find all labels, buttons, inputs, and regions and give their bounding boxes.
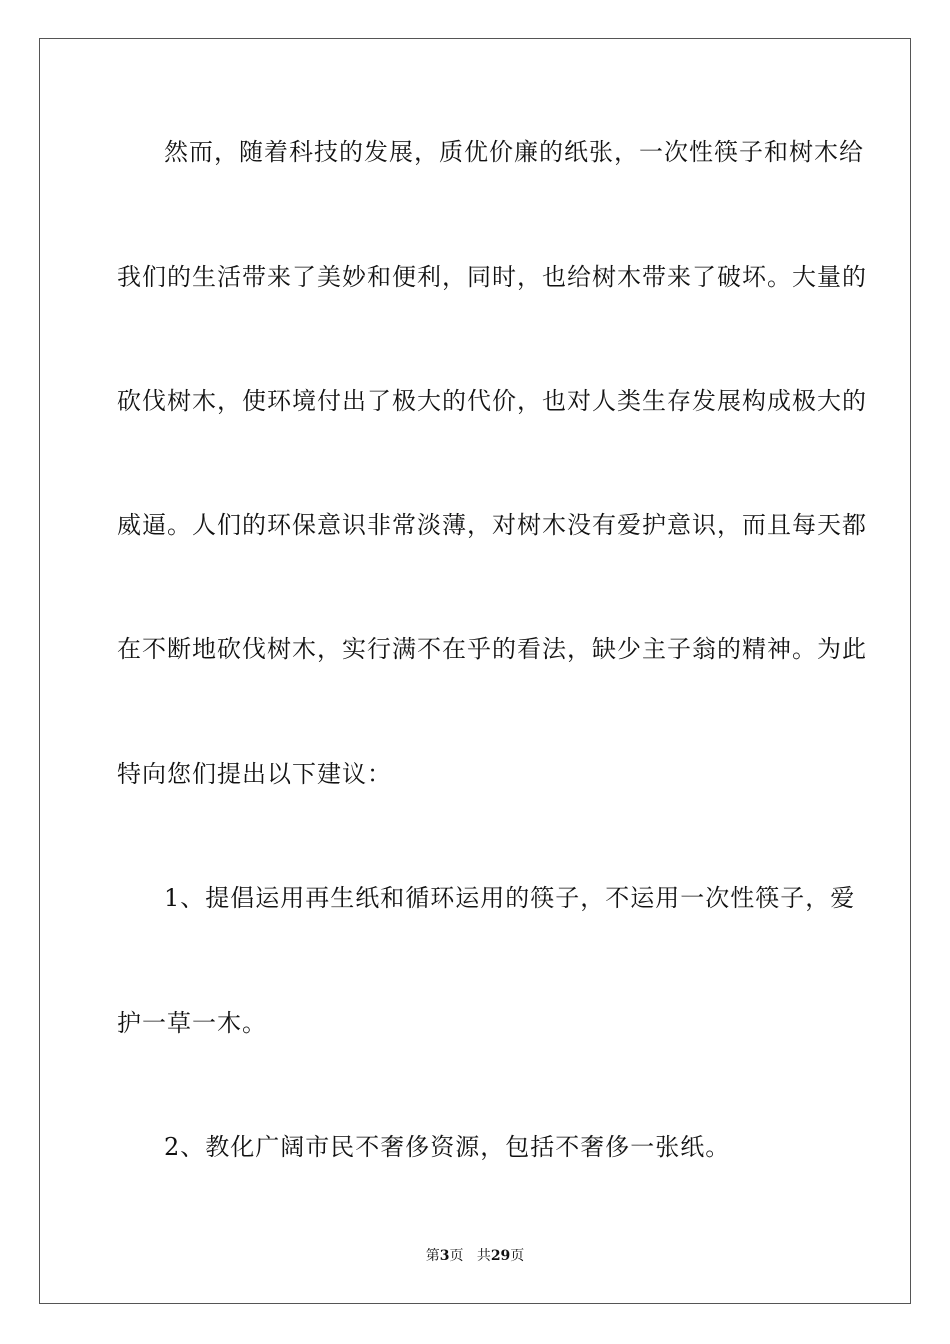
paragraph-1-line-5: 在不断地砍伐树木，实行满不在乎的看法，缺少主子翁的精神。为此	[117, 635, 867, 663]
paragraph-2-line-1: 1、提倡运用再生纸和循环运用的筷子，不运用一次性筷子，爱	[164, 884, 856, 912]
page-suffix: 页	[449, 1248, 464, 1264]
paragraph-1-line-1: 然而，随着科技的发展，质优价廉的纸张，一次性筷子和树木给	[164, 138, 864, 166]
paragraph-3-line-1: 2、教化广阔市民不奢侈资源，包括不奢侈一张纸。	[164, 1133, 731, 1161]
paragraph-1-line-3: 砍伐树木，使环境付出了极大的代价，也对人类生存发展构成极大的	[117, 387, 867, 415]
total-prefix: 共	[476, 1248, 491, 1264]
page-footer	[0, 1247, 950, 1265]
total-pages: 29	[490, 1248, 511, 1264]
paragraph-1-line-6: 特向您们提出以下建议：	[117, 760, 392, 788]
page-frame	[39, 38, 911, 1304]
paragraph-1-line-2: 我们的生活带来了美妙和便利，同时，也给树木带来了破坏。大量的	[117, 263, 867, 291]
page-number: 3	[439, 1248, 450, 1264]
paragraph-2-line-2: 护一草一木。	[117, 1009, 267, 1037]
total-suffix: 页	[510, 1248, 525, 1264]
paragraph-1-line-4: 威逼。人们的环保意识非常淡薄，对树木没有爱护意识，而且每天都	[117, 511, 867, 539]
page-prefix: 第	[425, 1248, 440, 1264]
